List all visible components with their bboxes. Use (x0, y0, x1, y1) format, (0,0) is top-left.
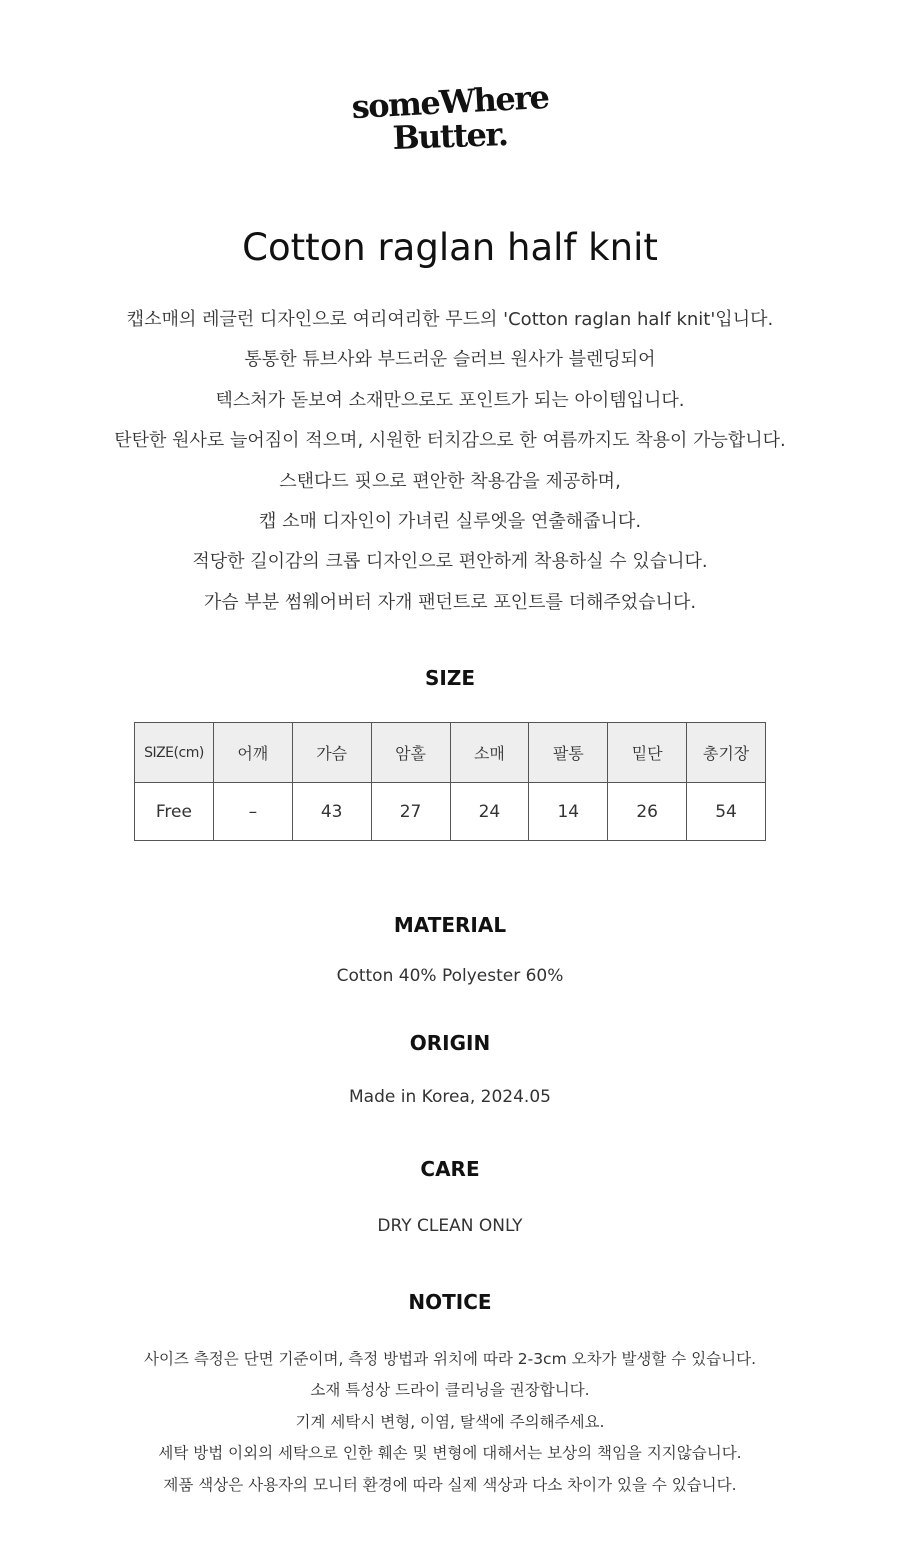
size-heading: SIZE (424, 666, 475, 690)
origin-heading: ORIGIN (409, 1031, 491, 1055)
size-col-header: 가슴 (292, 723, 371, 783)
table-row (135, 783, 766, 841)
description-line: 스탠다드 핏으로 편안한 착용감을 제공하며, (279, 470, 621, 492)
notice-line: 제품 색상은 사용자의 모니터 환경에 따라 실제 색상과 다소 차이가 있을 수 있습니다. (163, 1475, 737, 1494)
material-heading: MATERIAL (393, 913, 507, 937)
size-col-header: 밑단 (608, 723, 687, 783)
brand-logo-line1: someWhere (350, 77, 550, 127)
size-cell: 43 (292, 783, 371, 841)
size-col-header: 소매 (450, 723, 529, 783)
notice-heading: NOTICE (408, 1290, 492, 1314)
size-col-header: 총기장 (687, 723, 766, 783)
brand-logo (0, 77, 900, 157)
size-cell: 14 (529, 783, 608, 841)
description-line: 캡소매의 레글런 디자인으로 여리여리한 무드의 'Cotton raglan half knit'입니다. (126, 309, 774, 330)
notice-line: 기계 세탁시 변형, 이염, 탈색에 주의해주세요. (295, 1412, 605, 1431)
size-col-header: SIZE(cm) (135, 723, 214, 783)
description-line: 적당한 길이감의 크롭 디자인으로 편안하게 착용하실 수 있습니다. (192, 551, 708, 573)
size-cell: Free (135, 783, 214, 841)
description-line: 텍스처가 돋보여 소재만으로도 포인트가 되는 아이템입니다. (215, 389, 685, 411)
size-cell: 54 (687, 783, 766, 841)
size-col-header: 암홀 (371, 723, 450, 783)
size-col-header: 팔통 (529, 723, 608, 783)
origin-value: Made in Korea, 2024.05 (349, 1087, 551, 1107)
product-title: Cotton raglan half knit (242, 226, 658, 269)
care-heading: CARE (420, 1157, 480, 1181)
notice-line: 세탁 방법 이외의 세탁으로 인한 훼손 및 변형에 대해서는 보상의 책임을 지지않습니다. (158, 1444, 742, 1463)
notice-line: 소재 특성상 드라이 클리닝을 권장합니다. (310, 1381, 590, 1400)
size-cell: 27 (371, 783, 450, 841)
description-line: 통통한 튜브사와 부드러운 슬러브 원사가 블렌딩되어 (244, 349, 656, 371)
description-line: 캡 소매 디자인이 가녀린 실루엣을 연출해줍니다. (258, 510, 642, 532)
notice-line: 사이즈 측정은 단면 기준이며, 측정 방법과 위치에 따라 2-3cm 오차가 발생할 수 있습니다. (143, 1350, 757, 1368)
size-cell: 26 (608, 783, 687, 841)
size-col-header: 어깨 (213, 723, 292, 783)
size-table-header-row (135, 723, 766, 783)
material-value: Cotton 40% Polyester 60% (336, 966, 564, 986)
size-cell: – (213, 783, 292, 841)
size-cell: 24 (450, 783, 529, 841)
product-description (0, 300, 900, 623)
size-table (134, 722, 766, 841)
care-value: DRY CLEAN ONLY (377, 1216, 523, 1236)
description-line: 탄탄한 원사로 늘어짐이 적으며, 시원한 터치감으로 한 여름까지도 착용이 가능합니다. (114, 430, 786, 452)
notice-list (0, 1344, 900, 1501)
description-line: 가슴 부분 썸웨어버터 자개 팬던트로 포인트를 더해주었습니다. (203, 591, 697, 613)
brand-logo-line2: Butter. (391, 115, 509, 157)
